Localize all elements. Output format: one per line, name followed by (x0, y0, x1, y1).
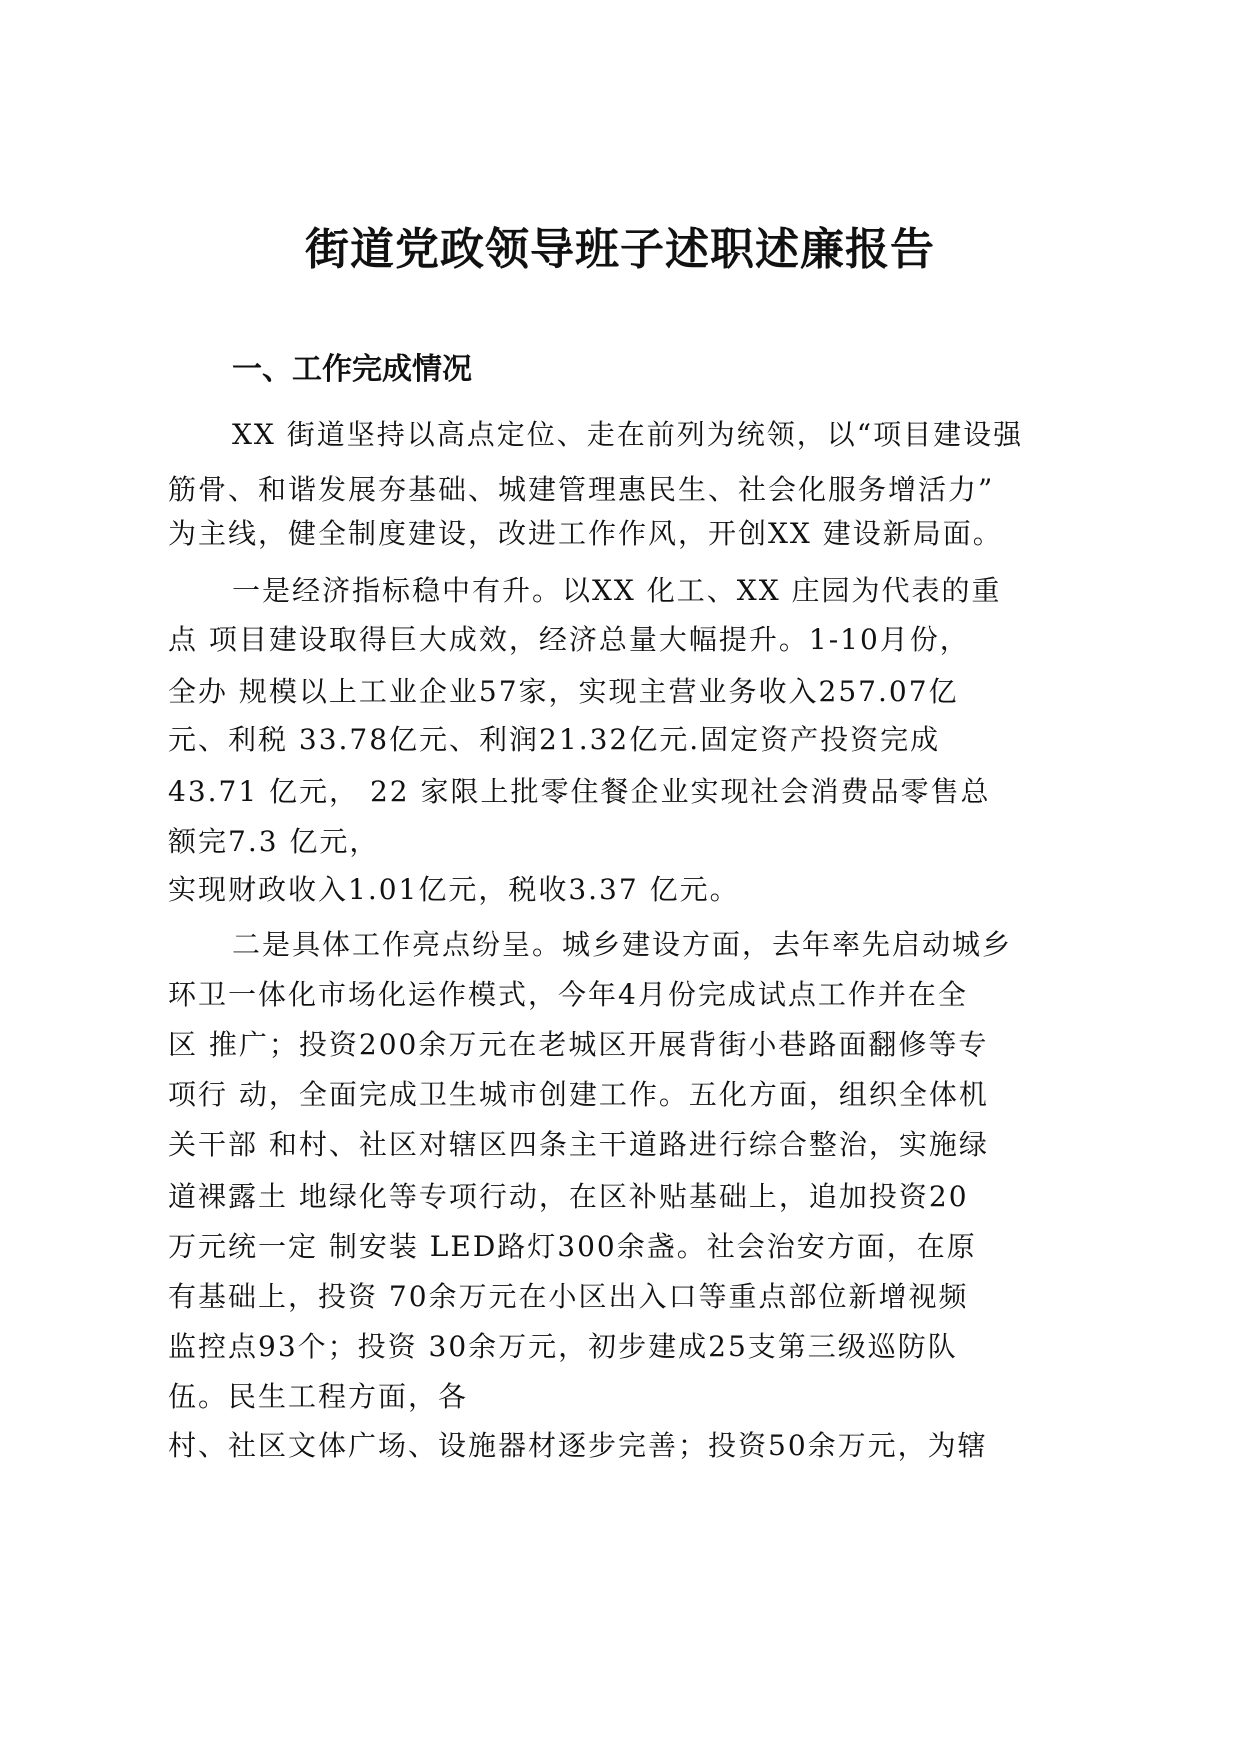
body-line-4: 一是经济指标稳中有升。以XX 化工、XX 庄园为代表的重 (232, 574, 1002, 607)
body-line-21: 村、社区文体广场、设施器材逐步完善；投资50余万元，为辖 (168, 1429, 988, 1462)
body-line-15: 关干部 和村、社区对辖区四条主干道路进行综合整治，实施绿 (168, 1128, 989, 1161)
body-line-14: 项行 动，全面完成卫生城市创建工作。五化方面，组织全体机 (168, 1078, 989, 1111)
body-line-17: 万元统一定 制安装 LED路灯300余盏。社会治安方面，在原 (168, 1230, 977, 1263)
body-line-9: 额完7.3 亿元， (168, 825, 380, 858)
body-line-19: 监控点93个；投资 30余万元，初步建成25支第三级巡防队 (168, 1330, 958, 1363)
body-line-2: 筋骨、和谐发展夯基础、城建管理惠民生、社会化服务增活力” (168, 473, 995, 506)
body-line-10: 实现财政收入1.01亿元，税收3.37 亿元。 (168, 873, 740, 906)
document-title: 街道党政领导班子述职述廉报告 (305, 224, 935, 275)
body-line-5: 点 项目建设取得巨大成效，经济总量大幅提升。1-10月份， (168, 623, 970, 656)
section-heading: 一、工作完成情况 (232, 352, 472, 387)
body-line-8: 43.71 亿元， 22 家限上批零住餐企业实现社会消费品零售总 (168, 775, 991, 808)
body-line-11: 二是具体工作亮点纷呈。城乡建设方面，去年率先启动城乡 (232, 928, 1013, 961)
body-line-18: 有基础上，投资 70余万元在小区出入口等重点部位新增视频 (168, 1280, 969, 1313)
body-line-16: 道裸露土 地绿化等专项行动，在区补贴基础上，追加投资20 (168, 1180, 969, 1213)
body-line-7: 元、利税 33.78亿元、利润21.32亿元.固定资产投资完成 (168, 723, 941, 756)
body-line-13: 区 推广；投资200余万元在老城区开展背街小巷路面翻修等专 (168, 1028, 989, 1061)
body-line-12: 环卫一体化市场化运作模式，今年4月份完成试点工作并在全 (168, 978, 968, 1011)
body-line-6: 全办 规模以上工业企业57家，实现主营业务收入257.07亿 (168, 675, 959, 708)
body-line-1: XX 街道坚持以高点定位、走在前列为统领，以“项目建设强 (232, 418, 1024, 451)
body-line-3: 为主线，健全制度建设，改进工作作风，开创XX 建设新局面。 (168, 517, 1003, 550)
body-line-20: 伍。民生工程方面，各 (168, 1380, 469, 1413)
